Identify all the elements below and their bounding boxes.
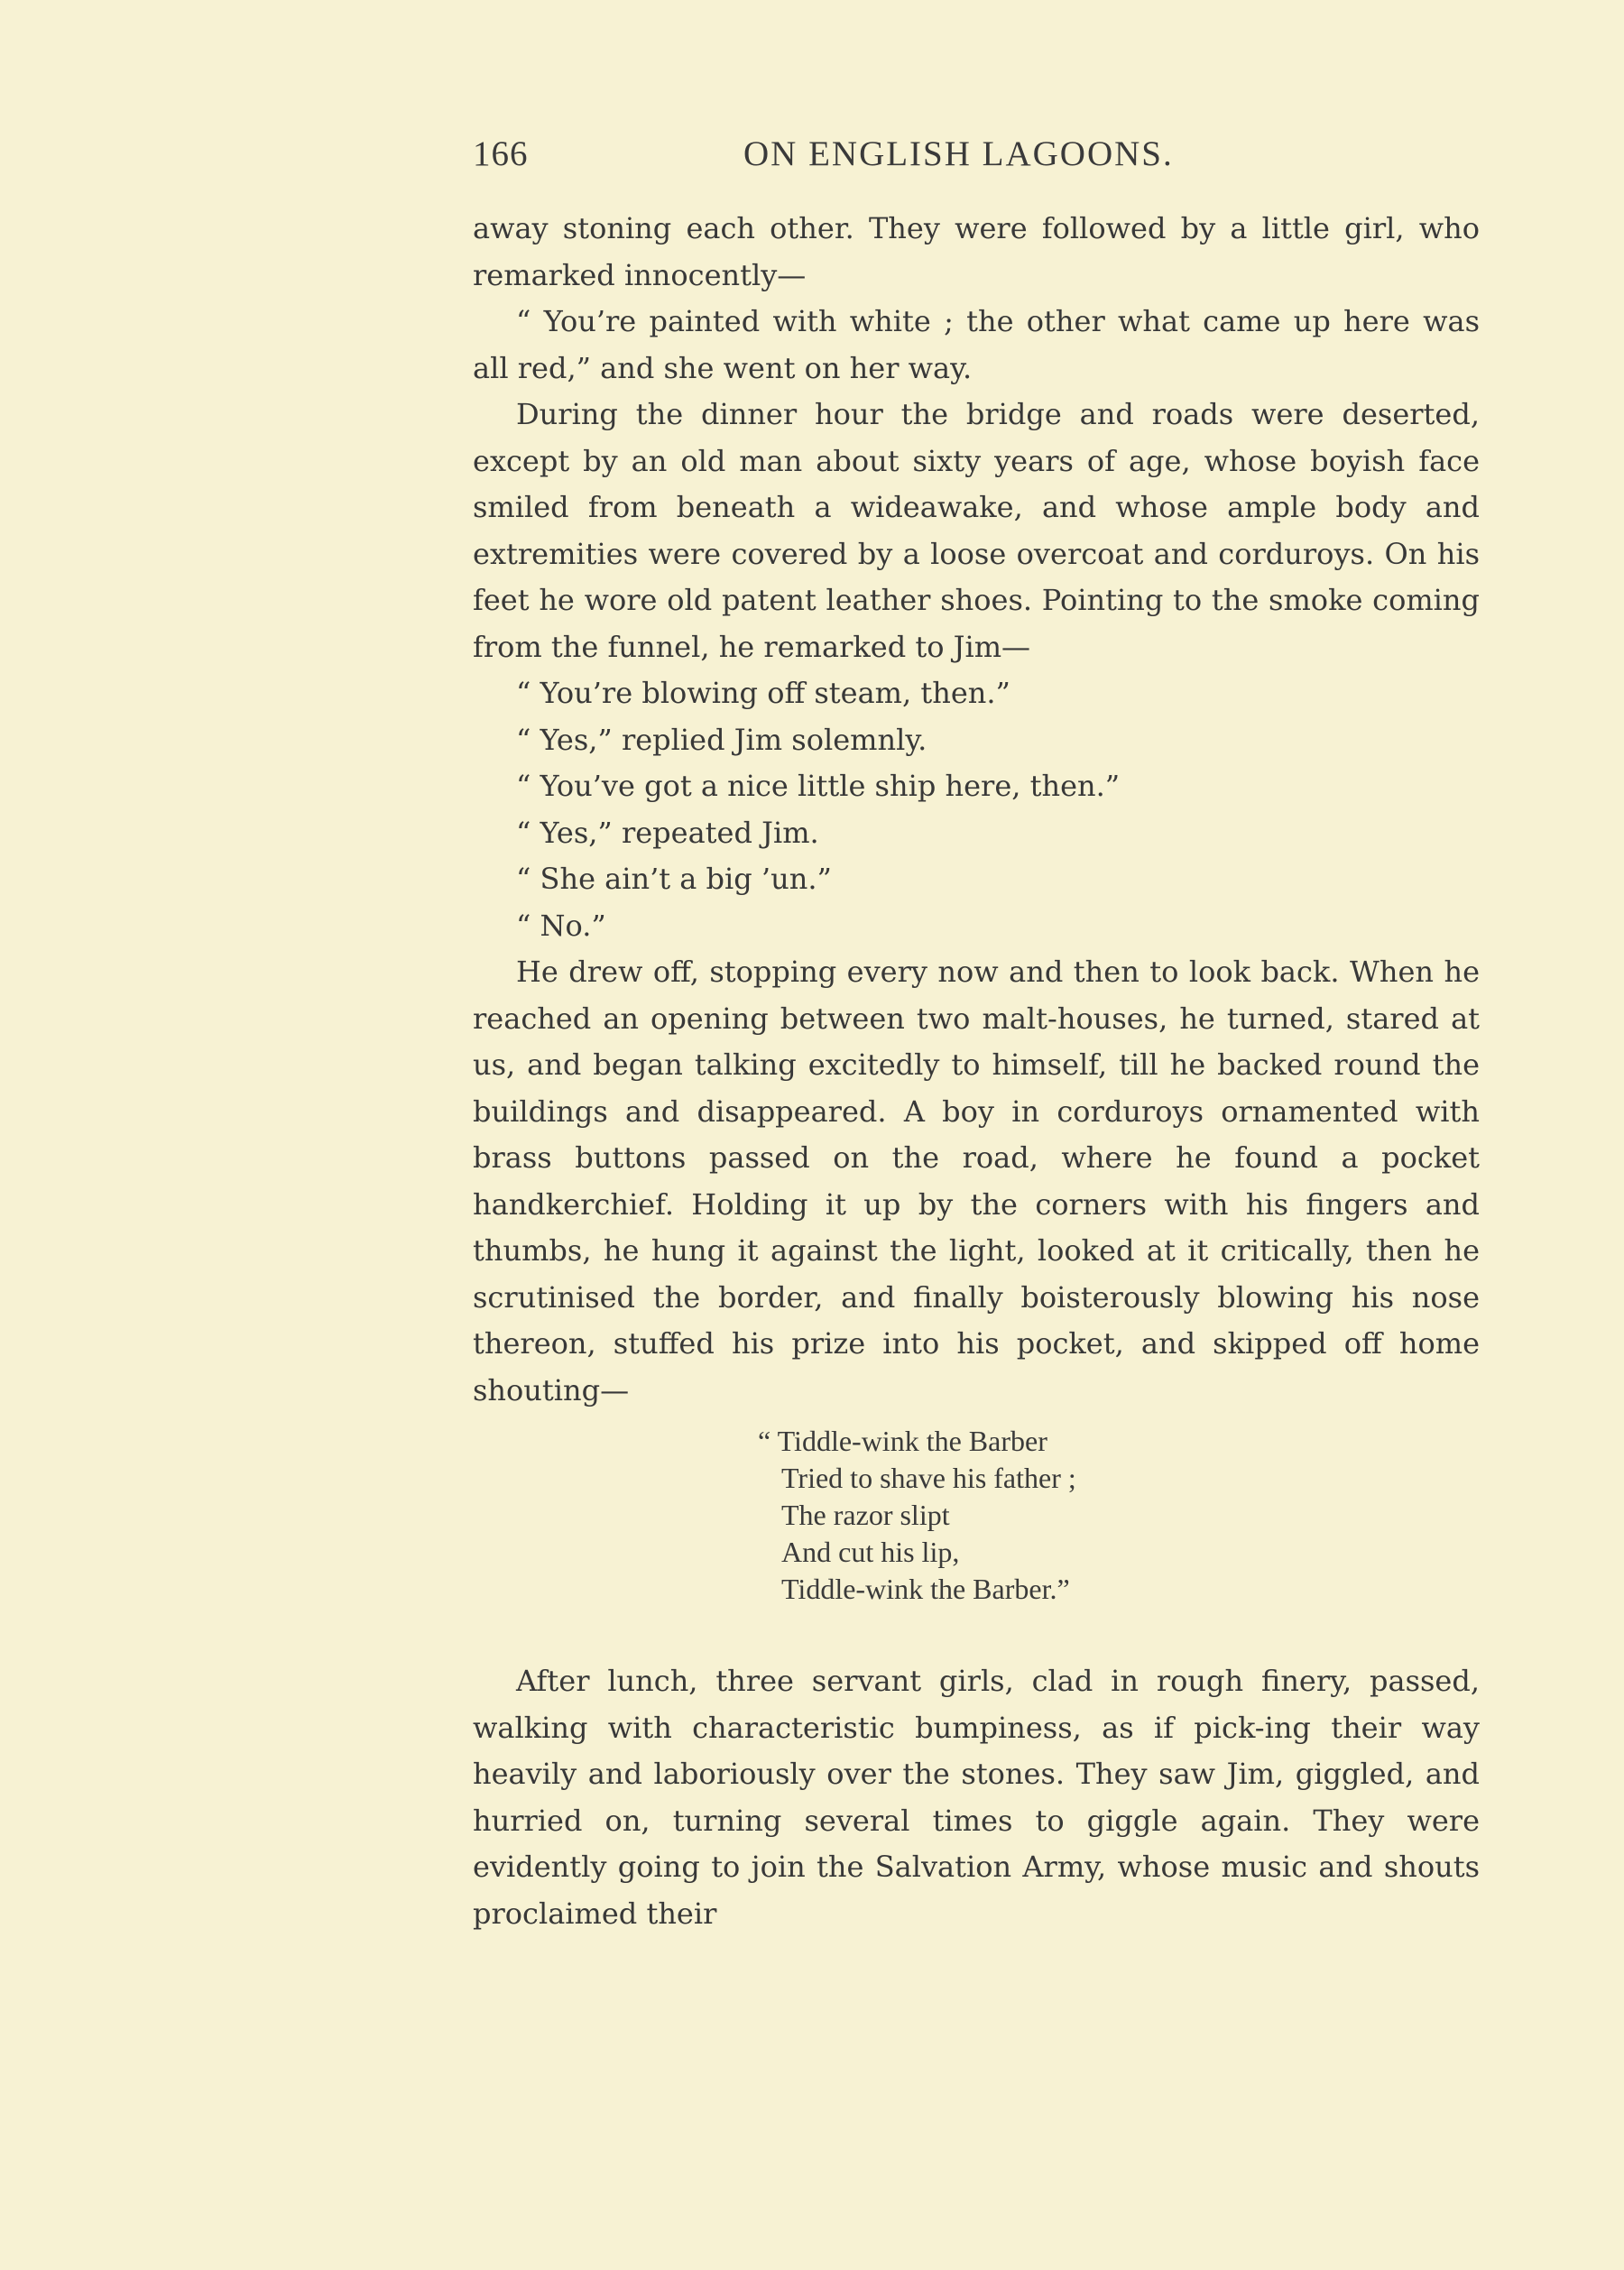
dialogue-line: “ You’ve got a nice little ship here, then.”: [516, 769, 1121, 803]
paragraph: He drew off, stopping every now and then to look back. When he reached an opening between two malt-houses, he turned, stared at us, and began talking excitedly to himself, till he backed round the buildings and disappeared. A boy in corduroys ornamented with brass buttons passed on the road, where he found a pocket handkerchief. Holding it up by the corners with his fingers and thumbs, he hung it against the light, looked at it critically, then he scrutinised the border, and finally boisterously blowing his nose thereon, stuffed his prize into his pocket, and skipped off home shouting—: [473, 955, 1480, 1407]
running-head: [473, 134, 1480, 179]
dialogue-line: “ Yes,” replied Jim solemnly.: [516, 722, 927, 757]
spacer: [473, 1608, 1480, 1658]
dialogue-line: “ Yes,” repeated Jim.: [516, 815, 819, 850]
verse-line: Tiddle-wink the Barber.”: [781, 1573, 1070, 1605]
paragraph: away stoning each other. They were followed by a little girl, who remarked innocently—: [473, 211, 1480, 292]
verse-block: [758, 1423, 1480, 1608]
dialogue-line: “ No.”: [516, 908, 606, 943]
verse-line: “ Tiddle-wink the Barber: [758, 1425, 1047, 1457]
body-text: [473, 206, 1480, 1937]
verse-line: And cut his lip,: [781, 1536, 960, 1568]
running-title: ON ENGLISH LAGOONS.: [743, 134, 1174, 173]
dialogue-line: “ She ain’t a big ’un.”: [516, 862, 832, 896]
dialogue-line: “ You’re blowing off steam, then.”: [516, 676, 1010, 710]
paragraph: After lunch, three servant girls, clad in rough finery, passed, walking with characteristic bumpiness, as if pick-ing their way heavily and laboriously over the stones. They saw Jim, giggled, and hurried on, turning several times to giggle again. They were evidently going to join the Salvation Army, whose music and shouts proclaimed their: [473, 1664, 1480, 1931]
paragraph: “ You’re painted with white ; the other what came up here was all red,” and she went on her way.: [473, 304, 1480, 385]
verse-line: Tried to shave his father ;: [781, 1462, 1076, 1494]
verse-line: The razor slipt: [781, 1499, 950, 1531]
page-number: 166: [473, 134, 529, 173]
paragraph: During the dinner hour the bridge and roads were deserted, except by an old man about sixty years of age, whose boyish face smiled from beneath a wideawake, and whose ample body and extremities were covered by a loose overcoat and corduroys. On his feet he wore old patent leather shoes. Pointing to the smoke coming from the funnel, he remarked to Jim—: [473, 397, 1480, 664]
